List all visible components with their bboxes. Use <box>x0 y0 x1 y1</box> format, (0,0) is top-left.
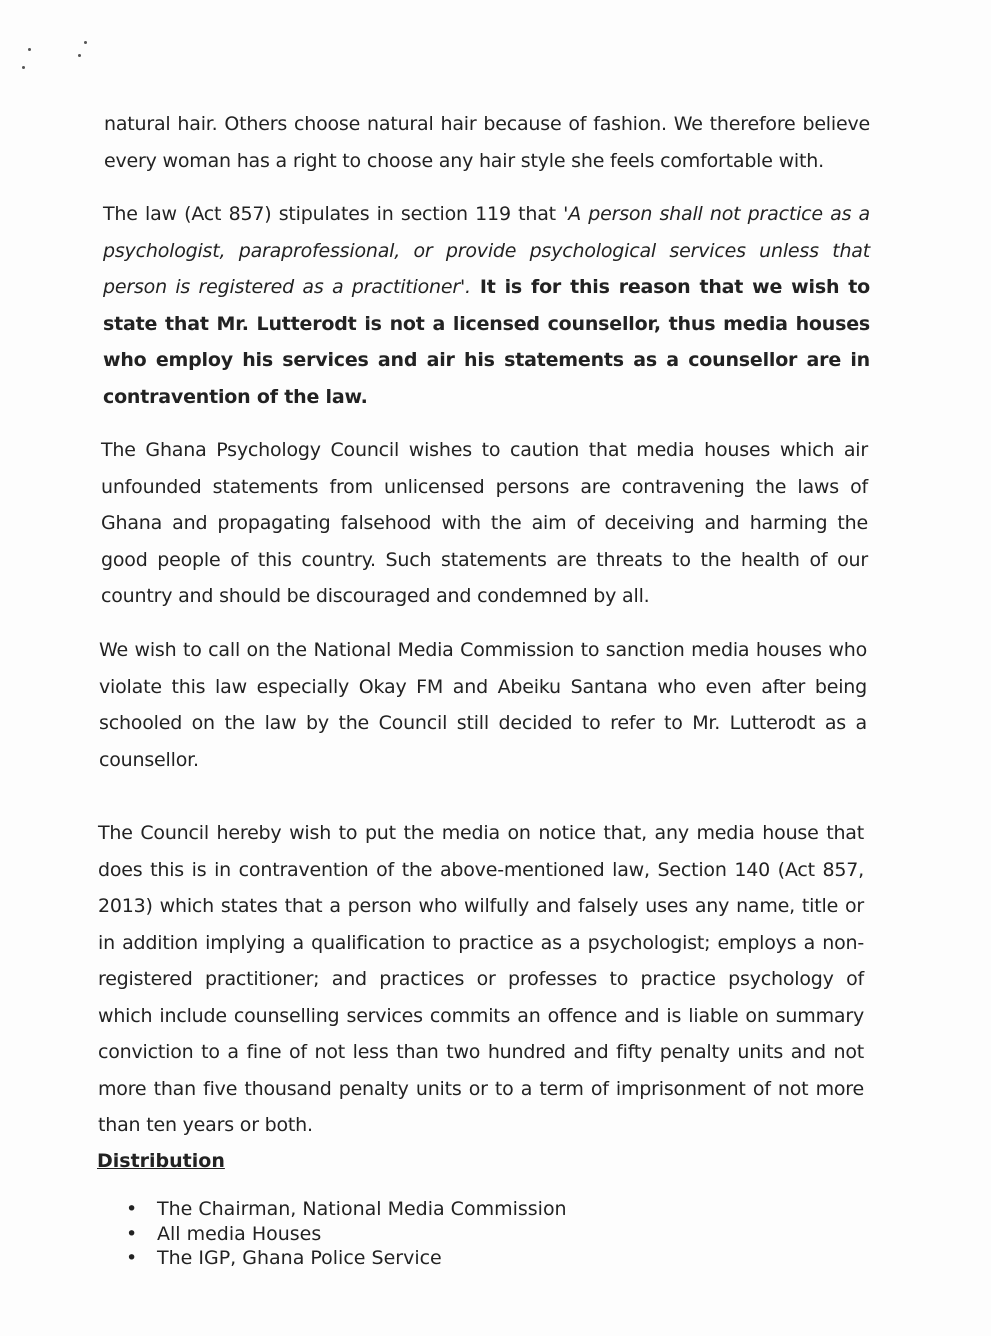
act-857-quote: 'A person shall not practice as a psychologist, paraprofessional, or provide psychological services unless that person is registered as a practitioner'. <box>103 203 871 298</box>
paragraph-nmc-sanction: We wish to call on the National Media Commission to sanction media houses who violate this law especially Okay FM and Abeiku Santana who even after being schooled on the law by the Council still decided to refer to Mr. Lutterodt as a counsellor. <box>99 639 867 771</box>
paragraph-council-caution: The Ghana Psychology Council wishes to caution that media houses which air unfounded statements from unlicensed persons are contravening the laws of Ghana and propagating falsehood with the aim of deceiving and harming the good people of this country. Such statements are threats to the health of our country and should be discouraged and condemned by all. <box>101 439 868 607</box>
bullet-dot-icon: • <box>126 1198 138 1220</box>
paragraph-natural-hair: natural hair. Others choose natural hair because of fashion. We therefore believe every woman has a right to choose any hair style she feels comfortable with. <box>104 113 870 172</box>
bullet-dot-icon: • <box>126 1222 138 1245</box>
lutterodt-statement: It is for this reason that we wish to state that Mr. Lutterodt is not a licensed counsellor, thus media houses who employ his services and air his statements as a counsellor are in contravention of the law. <box>103 276 871 408</box>
bullet-dot-icon: • <box>126 1247 138 1269</box>
scan-speck-icon <box>28 48 31 51</box>
paragraph-act-857 <box>103 196 870 415</box>
list-item-text: All media Houses <box>157 1222 322 1245</box>
list-item <box>124 1246 567 1271</box>
paragraph-act-857-lead: The law (Act 857) stipulates in section 119 that <box>103 203 564 225</box>
scan-speck-icon <box>84 41 87 44</box>
list-item-text: The IGP, Ghana Police Service <box>157 1247 442 1269</box>
paragraph-section-140: The Council hereby wish to put the media on notice that, any media house that does this is in contravention of the above-mentioned law, Section 140 (Act 857, 2013) which states that a person who wilfully and falsely uses any name, title or in addition implying a qualification to practice as a psychologist; employs a non-registered practitioner; and practices or professes to practice psychology of which include counselling services commits an offence and is liable on summary conviction to a fine of not less than two hundred and fifty penalty units and not more than five thousand penalty units or to a term of imprisonment of not more than ten years or both. <box>98 822 864 1136</box>
list-item <box>124 1222 567 1247</box>
scan-speck-icon <box>22 66 25 69</box>
distribution-heading: Distribution <box>97 1150 225 1172</box>
scan-speck-icon <box>78 54 81 57</box>
list-item <box>124 1197 567 1222</box>
list-item-text: The Chairman, National Media Commission <box>157 1198 567 1220</box>
distribution-list <box>124 1197 567 1271</box>
